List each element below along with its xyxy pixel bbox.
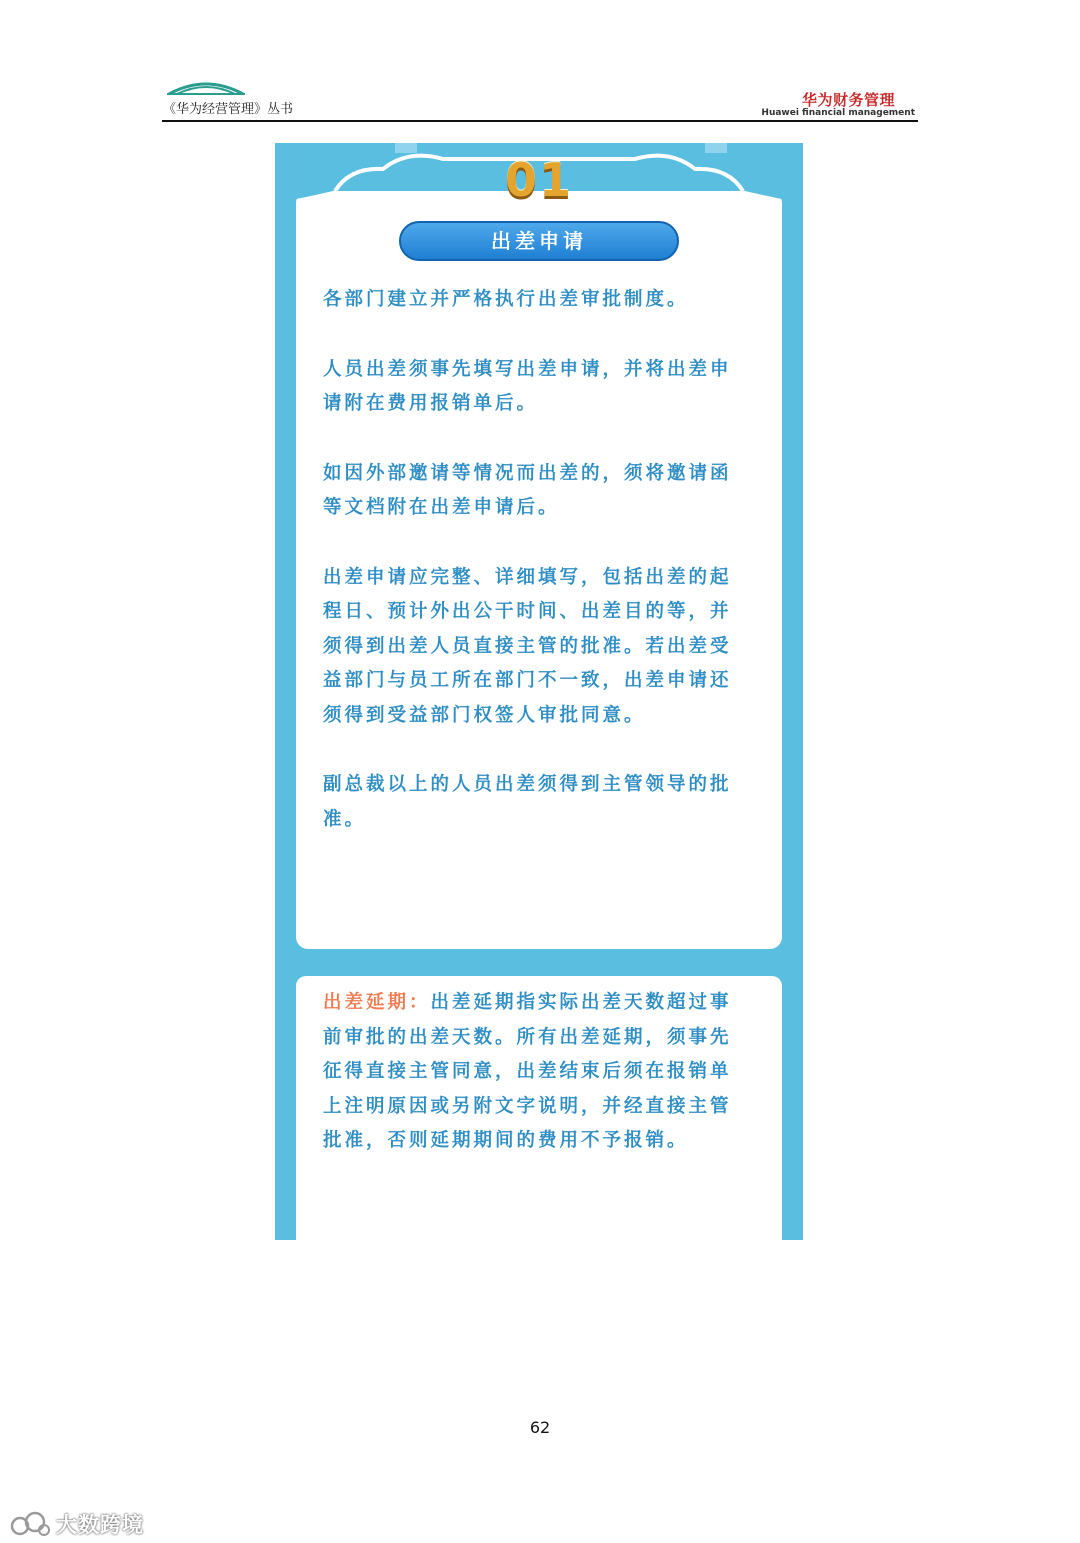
extension-label: 出差延期： — [323, 992, 431, 1013]
travel-application-infographic — [275, 143, 803, 1240]
series-title: 《华为经营管理》丛书 — [163, 102, 294, 117]
paragraph: 出差申请应完整、详细填写，包括出差的起程日、预计外出公干时间、出差目的等，并须得到出差人员直接主管的批准。若出差受益部门与员工所在部门不一致，出差申请还须得到受益部门权签人审批同意。 — [323, 566, 732, 726]
watermark-logo-icon — [10, 1511, 50, 1537]
paragraph: 各部门建立并严格执行出差审批制度。 — [323, 289, 689, 310]
page-number: 62 — [529, 1418, 551, 1437]
paragraph: 如因外部邀请等情况而出差的，须将邀请函等文档附在出差申请后。 — [323, 462, 732, 518]
section-title-pill: 出差申请 — [399, 221, 679, 261]
brand-title-cn: 华为财务管理 — [801, 91, 895, 109]
paragraph: 副总裁以上的人员出差须得到主管领导的批准。 — [323, 774, 732, 830]
section-number: 01 — [504, 153, 573, 207]
header-divider — [162, 120, 918, 122]
watermark — [10, 1509, 144, 1539]
paragraph: 人员出差须事先填写出差申请，并将出差申请附在费用报销单后。 — [323, 358, 732, 414]
extension-card — [296, 976, 782, 1240]
extension-text: 出差延期指实际出差天数超过事前审批的出差天数。所有出差延期，须事先征得直接主管同意，出差结束后须在报销单上注明原因或另附文字说明，并经直接主管批准，否则延期期间的费用不予报销。 — [323, 992, 732, 1151]
watermark-text: 大数跨境 — [56, 1513, 144, 1537]
book-series-logo-icon — [167, 78, 245, 96]
brand-title-en: Huawei financial management — [761, 108, 915, 118]
paragraph-list — [323, 283, 741, 872]
extension-text-block — [323, 986, 741, 1159]
